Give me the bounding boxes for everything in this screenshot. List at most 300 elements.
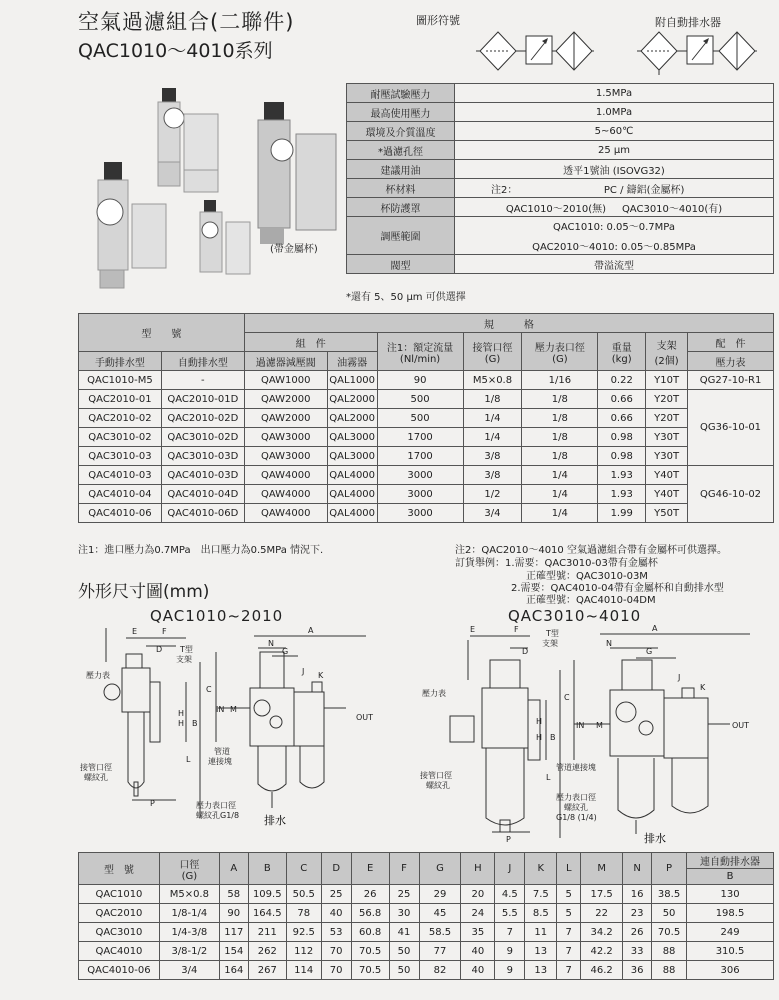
- table-cell: 34.2: [581, 923, 623, 942]
- label-gauge: 壓力表: [86, 671, 110, 680]
- label-drain: 排水: [264, 814, 286, 827]
- table-cell: 1/16: [522, 371, 598, 390]
- h-reg: 過濾器減壓閥: [244, 352, 327, 371]
- table-cell: 1/4: [522, 485, 598, 504]
- dim-letter: H: [536, 717, 543, 726]
- table-cell: 1/4: [463, 428, 522, 447]
- table-cell: QAC3010-03: [79, 447, 162, 466]
- photo-caption: (帶金屬杯): [270, 244, 318, 255]
- dh-col: N: [623, 853, 652, 885]
- table-cell: QAL4000: [327, 504, 377, 523]
- table-cell: 58.5: [419, 923, 461, 942]
- table-cell: 3/4: [463, 504, 522, 523]
- dim-letter: N: [268, 639, 274, 648]
- table-cell: 90: [377, 371, 463, 390]
- spec-row: [347, 198, 774, 217]
- h-oil: 油霧器: [327, 352, 377, 371]
- table-cell: 40: [321, 904, 351, 923]
- table-cell: 500: [377, 409, 463, 428]
- table-cell: 1/4: [522, 466, 598, 485]
- table-cell: 0.98: [598, 447, 646, 466]
- table-cell: 267: [248, 961, 286, 980]
- table-cell: QAC2010-02D: [161, 409, 244, 428]
- table-row: [79, 923, 774, 942]
- table-cell: Y10T: [646, 371, 688, 390]
- table-cell: 56.8: [351, 904, 389, 923]
- dh-col: G: [419, 853, 461, 885]
- note-6: 正確型號：QAC4010-04DM: [526, 595, 656, 606]
- dh-port-unit: (G): [181, 870, 198, 882]
- table-cell: 77: [419, 942, 461, 961]
- h-weight: 重量: [611, 342, 632, 354]
- table-cell: 0.66: [598, 409, 646, 428]
- symbol-auto-label: 附自動排水器: [655, 16, 721, 29]
- table-cell: 16: [623, 885, 652, 904]
- dimension-table: [78, 852, 774, 980]
- spec-row: [347, 103, 774, 122]
- dh-col: L: [557, 853, 581, 885]
- table-cell: 7: [557, 961, 581, 980]
- table-cell: QAW4000: [244, 466, 327, 485]
- table-cell: 5: [557, 904, 581, 923]
- spec-key: 閥型: [347, 255, 455, 274]
- table-cell: 50: [652, 904, 687, 923]
- table-cell: -: [161, 371, 244, 390]
- spec-value: 25 μm: [455, 141, 774, 160]
- table-cell: 1/4: [522, 504, 598, 523]
- table-cell: 92.5: [286, 923, 321, 942]
- note-1: 注1：進口壓力為0.7MPa 出口壓力為0.5MPa 情況下.: [78, 545, 324, 556]
- table-cell: QAC4010-06: [79, 504, 162, 523]
- label-mount-2: 連接塊: [208, 757, 232, 766]
- table-row: [79, 942, 774, 961]
- dim-letter: L: [546, 773, 551, 782]
- dh-col: E: [351, 853, 389, 885]
- table-cell: 1/8: [522, 390, 598, 409]
- series-subtitle: QAC1010～4010系列: [78, 40, 273, 62]
- page-title: 空氣過濾組合(二聯件): [78, 10, 295, 34]
- table-cell: Y20T: [646, 409, 688, 428]
- label-out: OUT: [732, 721, 750, 730]
- note-5: 2.需要：QAC4010-04帶有金屬杯和自動排水型: [511, 583, 724, 594]
- table-cell: QAC2010: [79, 904, 160, 923]
- table-cell: QAL4000: [327, 466, 377, 485]
- spec-note: *還有 5、50 μm 可供選擇: [346, 292, 466, 303]
- table-cell: 7.5: [525, 885, 557, 904]
- table-cell: 117: [219, 923, 248, 942]
- dh-auto: 連自動排水器: [687, 853, 774, 869]
- h-combo: 組 件: [244, 333, 377, 352]
- dim-letter: D: [156, 645, 163, 654]
- label-bracket: T型: [180, 645, 193, 654]
- dim-letter: N: [606, 639, 612, 648]
- label-port-2: 螺紋孔: [84, 773, 108, 782]
- table-cell: 0.22: [598, 371, 646, 390]
- dh-col: D: [321, 853, 351, 885]
- table-cell: QAW3000: [244, 447, 327, 466]
- table-cell: 53: [321, 923, 351, 942]
- table-row: [79, 504, 774, 523]
- h-manual: 手動排水型: [79, 352, 162, 371]
- dims-right-title: QAC3010~4010: [508, 607, 642, 625]
- dims-title: 外形尺寸圖(mm): [78, 582, 210, 602]
- spec-key: 環境及介質溫度: [347, 122, 455, 141]
- table-row: [79, 390, 774, 409]
- table-cell: QAC4010: [79, 942, 160, 961]
- h-gauge-unit: (G): [552, 353, 568, 365]
- dh-port: 口徑: [179, 859, 200, 871]
- spec-value: 1.5MPa: [455, 84, 774, 103]
- table-cell: 310.5: [687, 942, 774, 961]
- table-cell: QAL2000: [327, 409, 377, 428]
- table-cell: 112: [286, 942, 321, 961]
- label-gauge-port-2: 螺紋孔: [564, 803, 588, 812]
- spec-key: 杯防護罩: [347, 198, 455, 217]
- dh-col: A: [219, 853, 248, 885]
- label-port: 接管口徑: [80, 763, 112, 772]
- table-cell: 33: [623, 942, 652, 961]
- table-cell: QAC4010-03: [79, 466, 162, 485]
- dim-letter: J: [302, 667, 305, 676]
- h-model: 型 號: [79, 314, 245, 352]
- spec-value: 透平1號油 (ISOVG32): [455, 160, 774, 179]
- table-cell: QAC2010-02: [79, 409, 162, 428]
- table-cell: 164.5: [248, 904, 286, 923]
- dim-letter: C: [564, 693, 570, 702]
- table-cell: 50: [389, 961, 419, 980]
- table-cell: QAC4010-06: [79, 961, 160, 980]
- table-cell: 0.66: [598, 390, 646, 409]
- spec-row: [347, 217, 774, 255]
- table-cell: 70.5: [652, 923, 687, 942]
- dh-col: H: [461, 853, 495, 885]
- label-gauge-port-2: 螺紋孔G1/8: [196, 811, 240, 820]
- note-4: 正確型號：QAC3010-03M: [526, 571, 648, 582]
- spec-table: [346, 83, 774, 274]
- table-cell: 70: [321, 961, 351, 980]
- label-gauge-port: 壓力表口徑: [196, 801, 236, 810]
- table-cell: QAL3000: [327, 428, 377, 447]
- dim-letter: H: [178, 709, 185, 718]
- table-cell: 5: [557, 885, 581, 904]
- table-cell: 11: [525, 923, 557, 942]
- dh-model: 型 號: [79, 853, 160, 885]
- table-cell: 4.5: [495, 885, 525, 904]
- spec-value: QAC1010～2010(無) QAC3010～4010(有): [455, 198, 774, 217]
- note-2: 注2：QAC2010～4010 空氣過濾組合帶有金屬杯可供選擇。: [455, 545, 727, 556]
- table-cell: 9: [495, 961, 525, 980]
- h-bracket-unit: (2個): [654, 355, 679, 367]
- dims-left-title: QAC1010~2010: [150, 607, 284, 625]
- table-cell: QAW2000: [244, 409, 327, 428]
- spec-row: [347, 255, 774, 274]
- drawing-left: [76, 622, 394, 832]
- table-cell: 3/8: [463, 466, 522, 485]
- table-cell: Y50T: [646, 504, 688, 523]
- table-cell: QAC3010-03D: [161, 447, 244, 466]
- spec-row: [347, 160, 774, 179]
- label-gauge-port: 壓力表口徑: [556, 793, 596, 802]
- table-row: [79, 466, 774, 485]
- spec-key: 調壓範圍: [347, 217, 455, 255]
- table-cell: QAL1000: [327, 371, 377, 390]
- spec-value: 5~60℃: [455, 122, 774, 141]
- dim-letter: A: [652, 624, 658, 633]
- unit-photo-small: [158, 88, 218, 192]
- dim-letter: F: [514, 625, 519, 634]
- dim-letter: M: [596, 721, 603, 730]
- table-cell: 17.5: [581, 885, 623, 904]
- table-cell: 0.98: [598, 428, 646, 447]
- dim-letter: M: [230, 705, 237, 714]
- dh-col: F: [389, 853, 419, 885]
- table-cell: 82: [419, 961, 461, 980]
- dim-letter: H: [178, 719, 185, 728]
- table-cell: QAW1000: [244, 371, 327, 390]
- table-row: [79, 961, 774, 980]
- dh-col: J: [495, 853, 525, 885]
- table-cell: 1.93: [598, 466, 646, 485]
- table-cell: 45: [419, 904, 461, 923]
- table-cell: 78: [286, 904, 321, 923]
- spec-key: 最高使用壓力: [347, 103, 455, 122]
- dim-letter: E: [132, 627, 138, 636]
- table-cell: Y40T: [646, 466, 688, 485]
- table-cell: QAC3010-02D: [161, 428, 244, 447]
- dh-auto-b: B: [687, 869, 774, 885]
- table-cell: 46.2: [581, 961, 623, 980]
- table-cell: QAC1010: [79, 885, 160, 904]
- table-cell: Y30T: [646, 447, 688, 466]
- h-meter: 壓力表: [688, 352, 774, 371]
- table-cell: Y30T: [646, 428, 688, 447]
- table-cell: 3000: [377, 466, 463, 485]
- table-cell: 5.5: [495, 904, 525, 923]
- label-mount: 管道連接塊: [556, 763, 596, 772]
- meter-cell: QG27-10-R1: [688, 371, 774, 390]
- table-cell: 3000: [377, 485, 463, 504]
- table-cell: 1700: [377, 428, 463, 447]
- h-flow: 注1：額定流量: [386, 342, 454, 354]
- table-cell: 90: [219, 904, 248, 923]
- dh-col: P: [652, 853, 687, 885]
- table-cell: 88: [652, 942, 687, 961]
- table-cell: 1/8: [522, 409, 598, 428]
- label-in: IN: [576, 721, 585, 730]
- dim-letter: J: [678, 673, 681, 682]
- h-flow-unit: (Nl/min): [399, 353, 441, 365]
- dim-letter: K: [700, 683, 706, 692]
- table-cell: QAC2010-01D: [161, 390, 244, 409]
- table-cell: 50: [389, 942, 419, 961]
- table-cell: 109.5: [248, 885, 286, 904]
- spec-value: PC / 鑄鋁(金屬杯): [603, 184, 685, 196]
- table-cell: M5×0.8: [159, 885, 219, 904]
- spec-value: QAC1010: 0.05～0.7MPa: [552, 222, 676, 233]
- table-cell: 262: [248, 942, 286, 961]
- table-cell: 3/4: [159, 961, 219, 980]
- table-row: [79, 485, 774, 504]
- table-cell: QAL3000: [327, 447, 377, 466]
- table-cell: 38.5: [652, 885, 687, 904]
- dim-letter: B: [192, 719, 198, 728]
- table-cell: 1/4: [463, 409, 522, 428]
- table-row: [79, 447, 774, 466]
- table-cell: 13: [525, 942, 557, 961]
- table-cell: Y20T: [646, 390, 688, 409]
- model-table: [78, 313, 774, 523]
- table-cell: 70.5: [351, 942, 389, 961]
- table-row: [79, 428, 774, 447]
- table-cell: QAW3000: [244, 428, 327, 447]
- table-cell: 70.5: [351, 961, 389, 980]
- spec-key: 杯材料: [347, 179, 455, 198]
- table-cell: 249: [687, 923, 774, 942]
- table-cell: Y40T: [646, 485, 688, 504]
- label-gauge-port-3: G1/8 (1/4): [556, 813, 597, 822]
- label-in: IN: [216, 705, 225, 714]
- table-cell: 7: [557, 942, 581, 961]
- dh-col: M: [581, 853, 623, 885]
- table-cell: 198.5: [687, 904, 774, 923]
- symbol-label: 圖形符號: [416, 14, 460, 27]
- table-cell: 26: [623, 923, 652, 942]
- table-cell: 211: [248, 923, 286, 942]
- meter-cell: QG46-10-02: [688, 466, 774, 523]
- table-cell: 23: [623, 904, 652, 923]
- spec-value-2: QAC2010～4010: 0.05～0.85MPa: [532, 242, 696, 253]
- dim-letter: A: [308, 626, 314, 635]
- table-cell: 40: [461, 942, 495, 961]
- dim-letter: C: [206, 685, 212, 694]
- spec-key: *過濾孔徑: [347, 141, 455, 160]
- table-cell: 22: [581, 904, 623, 923]
- h-weight-unit: (kg): [611, 353, 632, 365]
- dh-col: B: [248, 853, 286, 885]
- table-cell: 58: [219, 885, 248, 904]
- table-cell: QAC4010-03D: [161, 466, 244, 485]
- frl-auto-symbol: [637, 26, 759, 76]
- label-bracket-2: 支架: [542, 639, 558, 648]
- h-acc: 配 件: [688, 333, 774, 352]
- table-cell: QAC3010: [79, 923, 160, 942]
- dim-letter: P: [150, 799, 155, 808]
- table-cell: QAW4000: [244, 485, 327, 504]
- dh-col: K: [525, 853, 557, 885]
- dim-letter: G: [646, 647, 653, 656]
- table-cell: QAC4010-04: [79, 485, 162, 504]
- dim-letter: F: [162, 627, 167, 636]
- table-cell: 164: [219, 961, 248, 980]
- table-cell: 130: [687, 885, 774, 904]
- label-bracket: T型: [546, 629, 559, 638]
- table-cell: 29: [419, 885, 461, 904]
- product-photo: [92, 76, 342, 301]
- table-cell: QAC2010-01: [79, 390, 162, 409]
- spec-note: 注2：: [491, 184, 518, 196]
- h-port: 接管口徑: [472, 342, 513, 354]
- table-cell: 25: [321, 885, 351, 904]
- table-cell: 50.5: [286, 885, 321, 904]
- label-drain: 排水: [644, 832, 666, 845]
- table-cell: 1/8: [463, 390, 522, 409]
- table-cell: 26: [351, 885, 389, 904]
- table-cell: QAC1010-M5: [79, 371, 162, 390]
- spec-row: [347, 179, 774, 198]
- dim-letter: E: [470, 625, 476, 634]
- spec-key: 建議用油: [347, 160, 455, 179]
- table-row: [79, 885, 774, 904]
- table-cell: 1.99: [598, 504, 646, 523]
- table-row: [79, 904, 774, 923]
- table-cell: 41: [389, 923, 419, 942]
- table-cell: 9: [495, 942, 525, 961]
- table-cell: 42.2: [581, 942, 623, 961]
- table-cell: 154: [219, 942, 248, 961]
- spec-row: [347, 122, 774, 141]
- table-cell: 60.8: [351, 923, 389, 942]
- table-cell: QAW2000: [244, 390, 327, 409]
- table-cell: 88: [652, 961, 687, 980]
- table-cell: 30: [389, 904, 419, 923]
- table-cell: 114: [286, 961, 321, 980]
- spec-row: [347, 84, 774, 103]
- label-port-2: 螺紋孔: [426, 781, 450, 790]
- table-cell: QAC4010-06D: [161, 504, 244, 523]
- table-cell: 1.93: [598, 485, 646, 504]
- table-cell: 25: [389, 885, 419, 904]
- table-cell: 35: [461, 923, 495, 942]
- table-cell: QAL4000: [327, 485, 377, 504]
- table-cell: 40: [461, 961, 495, 980]
- table-cell: 306: [687, 961, 774, 980]
- dh-col: C: [286, 853, 321, 885]
- table-cell: 3/8: [463, 447, 522, 466]
- spec-row: [347, 141, 774, 160]
- table-cell: M5×0.8: [463, 371, 522, 390]
- table-cell: QAC3010-02: [79, 428, 162, 447]
- dim-letter: H: [536, 733, 543, 742]
- label-gauge: 壓力表: [422, 689, 446, 698]
- table-cell: 1700: [377, 447, 463, 466]
- dim-letter: P: [506, 835, 511, 844]
- spec-value: 1.0MPa: [455, 103, 774, 122]
- dim-letter: D: [522, 647, 529, 656]
- drawing-right: [410, 620, 770, 846]
- table-cell: 3000: [377, 504, 463, 523]
- table-cell: 1/2: [463, 485, 522, 504]
- dim-letter: G: [282, 647, 289, 656]
- table-cell: 20: [461, 885, 495, 904]
- h-port-unit: (G): [484, 353, 501, 365]
- table-cell: QAW4000: [244, 504, 327, 523]
- dim-letter: B: [550, 733, 556, 742]
- table-cell: 13: [525, 961, 557, 980]
- meter-cell: QG36-10-01: [688, 390, 774, 466]
- spec-key: 耐壓試驗壓力: [347, 84, 455, 103]
- table-cell: 500: [377, 390, 463, 409]
- table-cell: QAL2000: [327, 390, 377, 409]
- h-spec: 規 格: [244, 314, 773, 333]
- spec-value: 帶溢流型: [455, 255, 774, 274]
- label-mount: 管道: [214, 747, 230, 756]
- table-cell: 70: [321, 942, 351, 961]
- h-gauge: 壓力表口徑: [534, 342, 585, 354]
- table-cell: 1/8: [522, 428, 598, 447]
- h-auto: 自動排水型: [161, 352, 244, 371]
- table-cell: 8.5: [525, 904, 557, 923]
- frl-symbol: [476, 26, 596, 76]
